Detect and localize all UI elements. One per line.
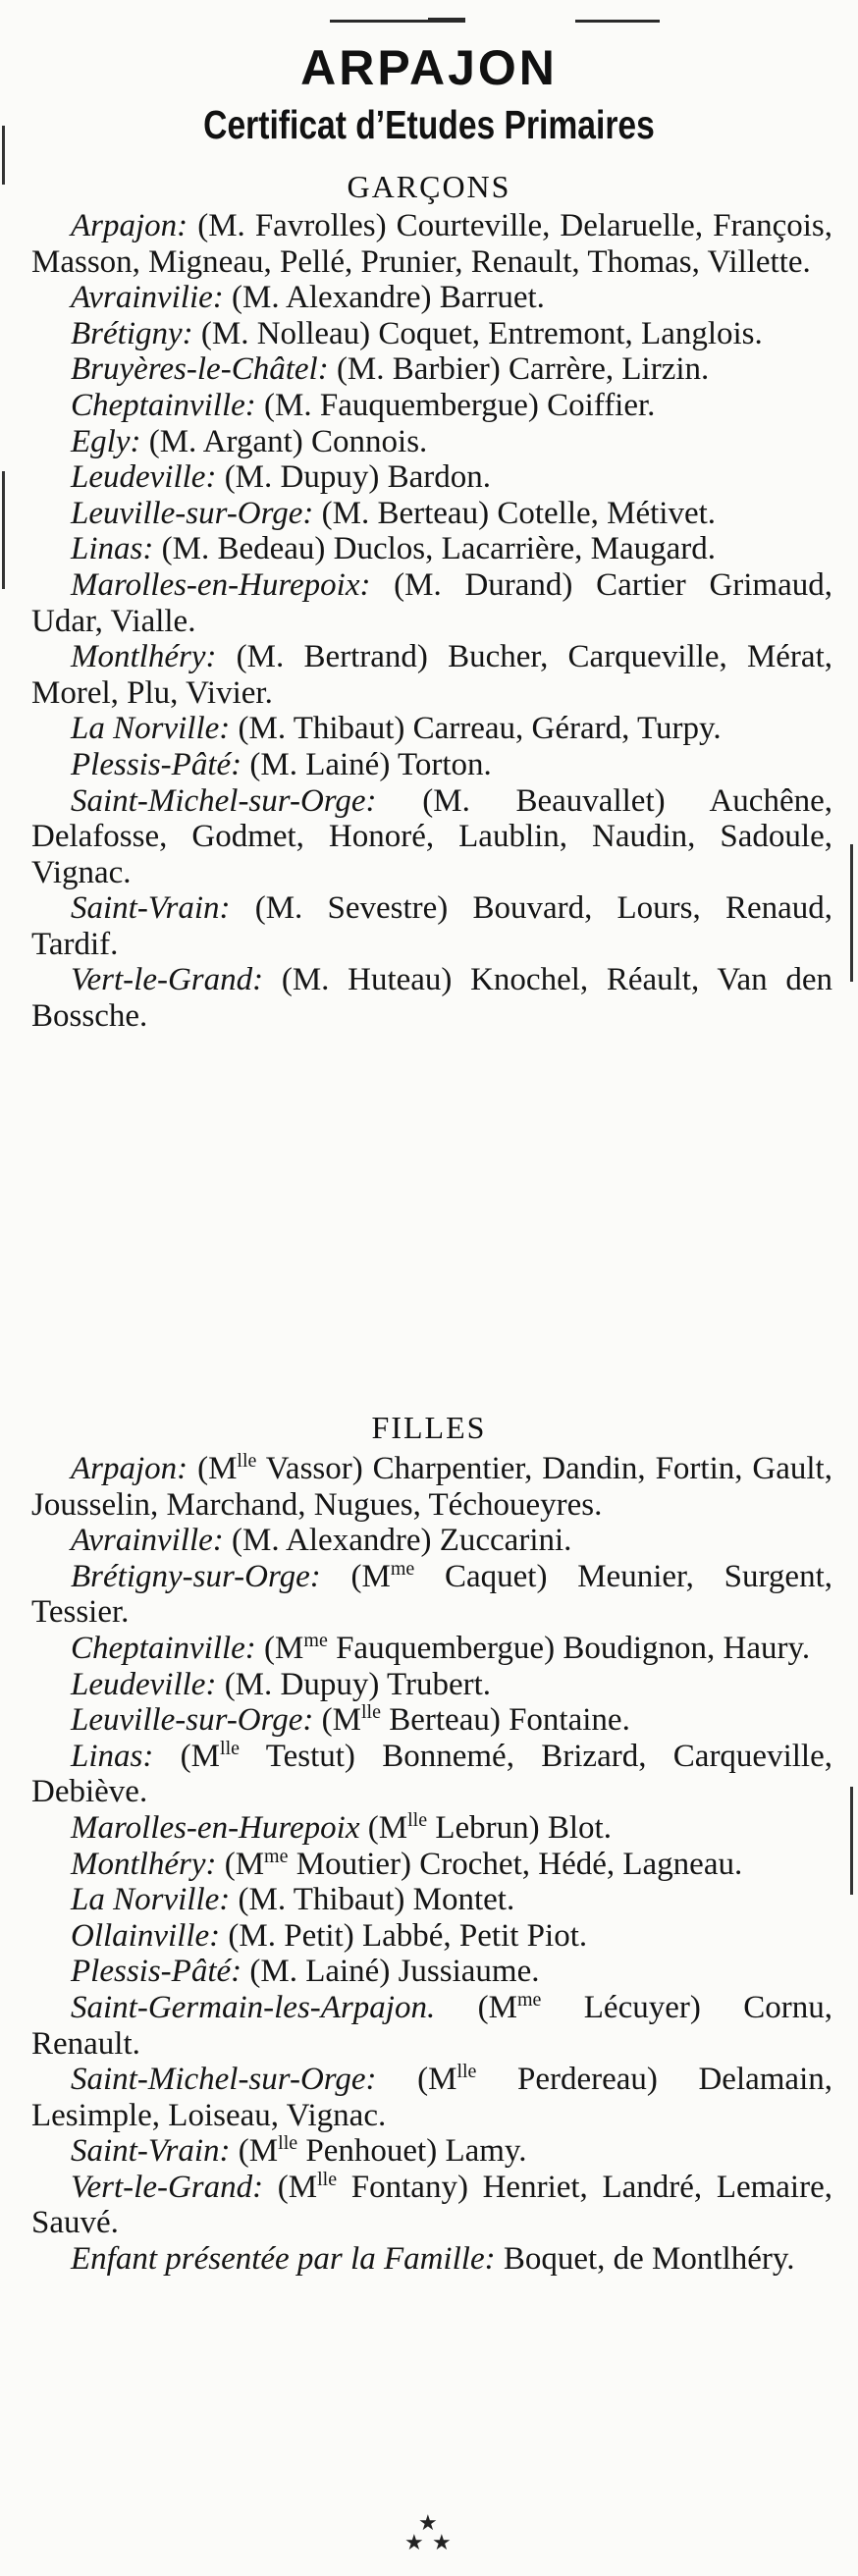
teacher-title: (M — [313, 1702, 361, 1739]
commune-name: Ollainville: — [71, 1917, 221, 1954]
left-margin-line — [2, 471, 5, 589]
ornament-asterism: ★ ★ ★ — [404, 2511, 452, 2555]
commune-name: Cheptainville: — [71, 1630, 256, 1666]
student-names: Boquet, de Montlhéry. — [495, 2241, 795, 2278]
teacher-title-suffix: me — [264, 1845, 289, 1867]
student-names: (M. Lainé) Jussiaume. — [241, 1954, 540, 1990]
student-names: (M. Fauquembergue) Coiffier. — [255, 387, 656, 423]
commune-name: Avrainville: — [71, 1523, 224, 1559]
filles-entry — [31, 1739, 832, 1810]
teacher-title-suffix: lle — [407, 1808, 428, 1831]
commune-name: Linas: — [71, 1738, 154, 1774]
student-names: (M. Favrolles) Courteville, Delaruelle, François, Masson, Migneau, Pellé, Prunier, Renault, Thomas, Villette. — [31, 208, 832, 280]
student-names: (M. Thibaut) Montet. — [230, 1882, 515, 1918]
filles-list — [31, 1451, 832, 2278]
garcons-entry — [31, 567, 832, 639]
student-names: (M. Thibaut) Carreau, Gérard, Turpy. — [230, 711, 722, 747]
commune-name: La Norville: — [71, 711, 231, 747]
student-names: Lebrun) Blot. — [427, 1809, 612, 1846]
teacher-title: (M — [255, 1630, 304, 1666]
garcons-entry — [31, 459, 832, 496]
filles-entry — [31, 1631, 832, 1667]
top-rule-right — [575, 20, 660, 23]
article-subtitle: Certificat d’Etudes Primaires — [203, 102, 655, 147]
teacher-title-suffix: lle — [360, 1701, 381, 1724]
student-names: (M. Alexandre) Barruet. — [223, 280, 545, 316]
filles-entry — [31, 1882, 832, 1918]
commune-name: Enfant présentée par la Famille: — [71, 2241, 496, 2278]
garcons-entry — [31, 711, 832, 747]
student-names: Penhouet) Lamy. — [297, 2133, 527, 2170]
garcons-entry — [31, 424, 832, 460]
commune-name: Saint-Vrain: — [71, 2133, 231, 2170]
filles-entry — [31, 2133, 832, 2170]
filles-entry — [31, 1702, 832, 1739]
garcons-entry — [31, 890, 832, 962]
student-names: (M. Bertrand) Bucher, Carqueville, Mérat, Morel, Plu, Vivier. — [31, 639, 832, 711]
garcons-entry — [31, 747, 832, 783]
commune-name: Montlhéry: — [71, 1846, 217, 1882]
teacher-title: (M — [153, 1738, 221, 1774]
student-names: (M. Huteau) Knochel, Réault, Van den Bossche. — [31, 962, 832, 1035]
teacher-title-suffix: me — [303, 1629, 328, 1651]
student-names: (M. Argant) Connois. — [140, 423, 428, 459]
teacher-title-suffix: lle — [278, 2132, 298, 2155]
teacher-title: (M — [230, 2133, 279, 2170]
commune-name: Marolles-en-Hurepoix: — [71, 566, 371, 603]
commune-name: Leudeville: — [71, 1666, 217, 1702]
filles-entry — [31, 2241, 832, 2278]
commune-name: Marolles-en-Hurepoix — [71, 1809, 360, 1846]
teacher-title: (M — [359, 1809, 408, 1846]
teacher-title: (M — [216, 1846, 265, 1882]
garcons-entry — [31, 280, 832, 316]
teacher-title-suffix: lle — [317, 2168, 338, 2190]
student-names: Fauquembergue) Boudignon, Haury. — [327, 1630, 811, 1666]
garcons-entry — [31, 316, 832, 352]
commune-name: Plessis-Pâté: — [71, 746, 242, 782]
filles-entry — [31, 1451, 832, 1523]
garcons-entry — [31, 531, 832, 567]
student-names: (M. Bedeau) Duclos, Lacarrière, Maugard. — [153, 531, 717, 567]
commune-name: Brétigny-sur-Orge: — [71, 1558, 321, 1594]
garcons-entry — [31, 351, 832, 388]
student-names: (M. Sevestre) Bouvard, Lours, Renaud, Tardif. — [31, 890, 832, 962]
commune-name: Vert-le-Grand: — [71, 2169, 264, 2205]
right-margin-line — [850, 844, 853, 982]
commune-name: Arpajon: — [71, 1451, 188, 1486]
garcons-entry — [31, 208, 832, 280]
student-names: (M. Berteau) Cotelle, Métivet. — [313, 495, 717, 531]
commune-name: Brétigny: — [71, 315, 193, 351]
teacher-title: (M — [263, 2169, 318, 2205]
student-names: (M. Nolleau) Coquet, Entremont, Langlois. — [192, 315, 763, 351]
student-names: (M. Durand) Cartier Grimaud, Udar, Vialle. — [31, 566, 832, 639]
student-names: (M. Barbier) Carrère, Lirzin. — [328, 351, 710, 388]
teacher-title-suffix: me — [390, 1557, 415, 1580]
teacher-title-suffix: lle — [456, 2061, 477, 2083]
student-names: (M. Beauvallet) Auchêne, Delafosse, Godmet, Honoré, Laublin, Naudin, Sadoule, Vignac. — [31, 782, 832, 890]
garcons-entry — [31, 962, 832, 1034]
student-names: Caquet) Meunier, Surgent, Tessier. — [31, 1558, 832, 1631]
student-names: Moutier) Crochet, Hédé, Lagneau. — [288, 1846, 743, 1882]
commune-name: Linas: — [71, 531, 154, 567]
teacher-title: (M — [435, 1989, 517, 2025]
commune-name: Avrainvilie: — [71, 280, 224, 316]
section-heading-garcons: GARÇONS — [347, 169, 511, 204]
student-names: Berteau) Fontaine. — [380, 1702, 630, 1739]
teacher-title-suffix: lle — [220, 1737, 241, 1759]
commune-name: Saint-Michel-sur-Orge: — [71, 782, 377, 819]
student-names: (M. Dupuy) Bardon. — [216, 459, 491, 496]
commune-name: Saint-Germain-les-Arpajon. — [71, 1989, 436, 2025]
garcons-entry — [31, 783, 832, 891]
filles-entry — [31, 2062, 832, 2133]
article-title: ARPAJON — [300, 40, 558, 95]
filles-entry — [31, 1918, 832, 1955]
filles-entry — [31, 1810, 832, 1847]
garcons-entry — [31, 496, 832, 532]
student-names: (M. Dupuy) Trubert. — [216, 1666, 492, 1702]
commune-name: Vert-le-Grand: — [71, 962, 264, 998]
garcons-entry — [31, 639, 832, 711]
commune-name: La Norville: — [71, 1882, 231, 1918]
teacher-title: (M — [320, 1558, 391, 1594]
garcons-entry — [31, 388, 832, 424]
commune-name: Leuville-sur-Orge: — [71, 495, 314, 531]
section-heading-filles: FILLES — [371, 1410, 487, 1445]
top-rule-center — [428, 18, 465, 23]
filles-entry — [31, 1954, 832, 1990]
student-names: (M. Petit) Labbé, Petit Piot. — [220, 1917, 588, 1954]
teacher-title: (M — [376, 2062, 457, 2098]
student-names: (M. Alexandre) Zuccarini. — [223, 1523, 572, 1559]
student-names: Perdereau) Delamain, Lesimple, Loiseau, Vignac. — [31, 2062, 832, 2133]
filles-entry — [31, 1667, 832, 1703]
commune-name: Arpajon: — [71, 208, 188, 243]
filles-entry — [31, 2170, 832, 2241]
filles-entry — [31, 1990, 832, 2062]
commune-name: Montlhéry: — [71, 639, 217, 675]
filles-entry — [31, 1847, 832, 1883]
commune-name: Leudeville: — [71, 459, 217, 496]
student-names: (M. Lainé) Torton. — [241, 746, 492, 782]
commune-name: Saint-Michel-sur-Orge: — [71, 2062, 377, 2098]
student-names: Vassor) Charpentier, Dandin, Fortin, Gault, Jousselin, Marchand, Nugues, Téchoueyres. — [31, 1451, 832, 1523]
commune-name: Bruyères-le-Châtel: — [71, 351, 329, 388]
right-margin-line — [850, 1787, 853, 1895]
commune-name: Cheptainville: — [71, 387, 256, 423]
student-names: Lécuyer) Cornu, Renault. — [31, 1989, 832, 2062]
garcons-list — [31, 208, 832, 1035]
top-rule-left — [330, 20, 428, 23]
commune-name: Egly: — [71, 423, 141, 459]
commune-name: Saint-Vrain: — [71, 890, 231, 927]
filles-entry — [31, 1523, 832, 1559]
teacher-title-suffix: me — [516, 1988, 542, 2011]
student-names: Fontany) Henriet, Landré, Lemaire, Sauvé. — [31, 2169, 832, 2241]
filles-entry — [31, 1559, 832, 1631]
student-names: Testut) Bonnemé, Brizard, Carqueville, Debiève. — [31, 1738, 832, 1810]
commune-name: Leuville-sur-Orge: — [71, 1702, 314, 1739]
commune-name: Plessis-Pâté: — [71, 1954, 242, 1990]
teacher-title-suffix: lle — [237, 1450, 257, 1472]
teacher-title: (M — [188, 1451, 238, 1486]
